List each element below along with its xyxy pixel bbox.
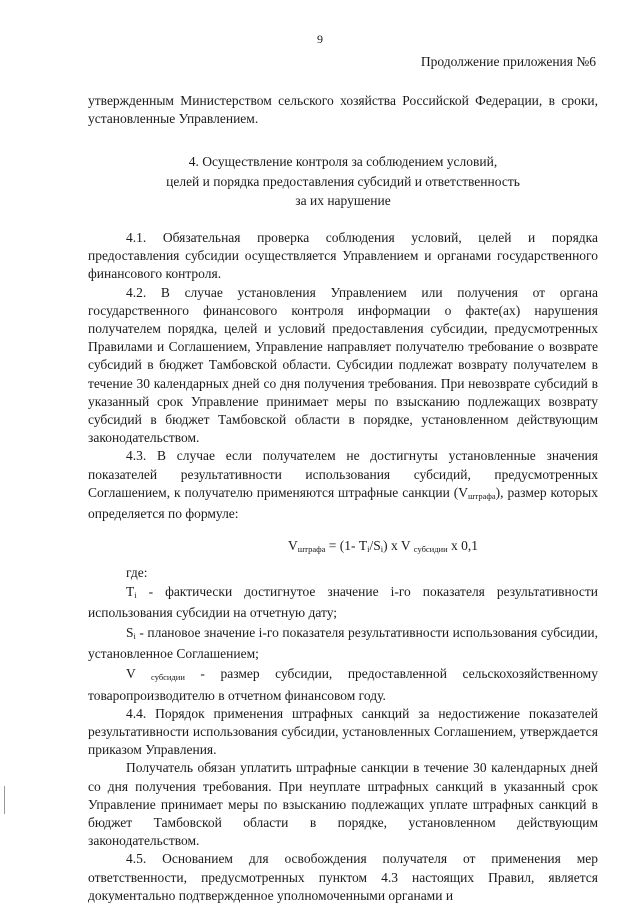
- formula-v: V: [287, 538, 298, 554]
- paragraph-4-3-sub: штрафа: [467, 490, 496, 501]
- definition-s-sub: i: [133, 630, 136, 641]
- header-note: Продолжение приложения №6: [420, 54, 596, 69]
- document-body: [88, 92, 598, 905]
- intro-paragraph: утвержденным Министерством сельского хозяйства Российской Федерации, в сроки, установленные Управлением.: [88, 93, 598, 127]
- definition-s-symbol: S: [126, 624, 134, 640]
- formula-i2: i: [380, 544, 384, 555]
- scan-edge-mark: [4, 786, 5, 814]
- formula-tail: x 0,1: [447, 538, 479, 554]
- paragraph-4-5: 4.5. Основанием для освобождения получателя от применения мер ответственности, предусмотренных пунктом 4.3 настоящих Правил, является документально подтвержденное уполномоченными органами и: [88, 851, 598, 903]
- formula-v-sub: штрафа: [297, 544, 326, 555]
- paragraph-4-3: [88, 447, 598, 523]
- paragraph-4-4: 4.4. Порядок применения штрафных санкций за недостижение показателей результативности использования субсидии, установленных Соглашением, утверждается приказом Управления.: [88, 705, 598, 758]
- formula-mid: = (1- T: [325, 538, 368, 554]
- paragraph-4-2: 4.2. В случае установления Управлением или получения от органа государственного финансового контроля информации о факте(ах) нарушения получателем порядка, целей и условий предоставления субсидии, предусмотренных Правилами и Соглашением, Управление направляет получателю требование о возврате субсидий в бюджет Тамбовской области. Субсидии подлежат возврату получателем в течение 30 календарных дней со дня получения требования. При невозврате субсидий в указанный срок Управление принимает меры по взысканию подлежащих возврату субсидий в бюджет Тамбовской области в порядке, установленном действующим законодательством.: [88, 284, 598, 446]
- paragraph-4-1: 4.1. Обязательная проверка соблюдения условий, целей и порядка предоставления субсидии осуществляется Управлением и органами государственного финансового контроля.: [88, 229, 598, 282]
- paragraph-4-3-end: ), размер которых определяется по формуле:: [88, 484, 599, 521]
- where-label: где:: [126, 565, 148, 581]
- formula-sub2: субсидии: [413, 544, 448, 555]
- page-number: 9: [317, 32, 323, 46]
- section-title-line-3: за их нарушение: [295, 193, 391, 209]
- paragraph-4-3-text: 4.3. В случае если получателем не достигнуты установленные значения показателей результативности использования субсидий, предусмотренных Соглашением, к получателю применяются штрафные санкции (V: [88, 448, 598, 500]
- definition-t-sub: i: [134, 589, 137, 600]
- definition-v-sub: субсидии: [151, 672, 185, 683]
- section-title: [88, 152, 598, 211]
- penalty-formula: [88, 537, 598, 558]
- definition-t-symbol: T: [126, 583, 135, 599]
- definition-v: [88, 665, 598, 704]
- formula-rest: ) x V: [383, 538, 414, 554]
- definition-s: [88, 624, 598, 663]
- formula-i1: i: [367, 544, 370, 555]
- formula-slash: /S: [369, 538, 381, 554]
- definition-v-symbol: V: [126, 666, 152, 682]
- definition-v-text: - размер субсидии, предоставленной сельскохозяйственному товаропроизводителю в отчетном финансовом году.: [88, 666, 598, 703]
- paragraph-recipient: Получатель обязан уплатить штрафные санкции в течение 30 календарных дней со дня получения требования. При неуплате штрафных санкций в указанный срок Управление принимает меры по взысканию подлежащих уплате штрафных санкций в бюджет Тамбовской области в порядке, установленном действующим законодательством.: [88, 760, 598, 849]
- section-title-line-1: 4. Осуществление контроля за соблюдением условий,: [188, 154, 498, 170]
- section-title-line-2: целей и порядка предоставления субсидий и ответственность: [166, 173, 520, 189]
- definition-t: [88, 583, 598, 622]
- definition-t-text: - фактически достигнутое значение i-го показателя результативности использования субсидии на отчетную дату;: [88, 583, 598, 620]
- definition-s-text: - плановое значение i-го показателя результативности использования субсидии, установленное Соглашением;: [88, 624, 598, 662]
